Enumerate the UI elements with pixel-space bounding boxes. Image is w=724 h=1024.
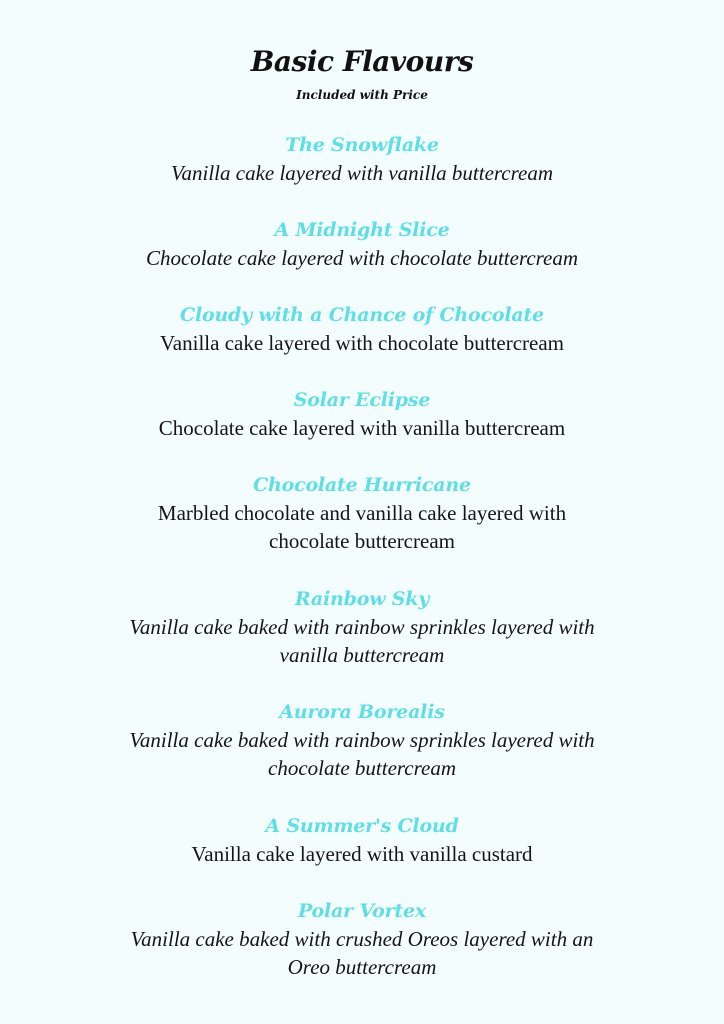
flavour-description-line: Vanilla cake baked with rainbow sprinkles layered with — [129, 728, 595, 752]
flavour-name: Aurora Borealis — [279, 701, 445, 723]
flavour-name: Polar Vortex — [297, 900, 427, 922]
flavour-name: Chocolate Hurricane — [253, 474, 471, 496]
flavour-description-line: vanilla buttercream — [279, 643, 445, 667]
flavour-name: Solar Eclipse — [293, 389, 431, 411]
flavour-item-rainbow-sky — [40, 585, 684, 669]
flavour-description-line: chocolate buttercream — [268, 756, 456, 780]
flavour-item-chocolate-hurricane — [40, 471, 684, 555]
page-title: Basic Flavours — [250, 45, 474, 78]
flavour-description-line: chocolate buttercream — [269, 529, 455, 553]
flavour-description: Vanilla cake layered with chocolate buttercream — [159, 331, 565, 355]
flavour-item-cloudy-chocolate — [40, 301, 684, 357]
flavour-name: Rainbow Sky — [294, 588, 430, 610]
flavour-item-summers-cloud — [40, 812, 684, 868]
flavour-description: Chocolate cake layered with vanilla buttercream — [158, 416, 566, 440]
flavour-item-solar-eclipse — [40, 386, 684, 442]
flavour-item-snowflake — [40, 131, 684, 187]
flavour-description-line: Oreo buttercream — [287, 955, 437, 979]
flavour-item-midnight-slice — [40, 216, 684, 272]
flavour-description: Vanilla cake layered with vanilla buttercream — [171, 161, 553, 185]
flavour-description-line: Vanilla cake baked with rainbow sprinkles layered with — [129, 615, 595, 639]
flavour-name: The Snowflake — [285, 134, 439, 156]
flavour-name: A Summer's Cloud — [265, 815, 459, 837]
page-subtitle: Included with Price — [296, 88, 428, 102]
flavour-description: Chocolate cake layered with chocolate buttercream — [145, 246, 579, 270]
flavour-item-polar-vortex — [40, 897, 684, 981]
flavour-description-line: Marbled chocolate and vanilla cake layered with — [157, 501, 567, 525]
flavour-item-aurora-borealis — [40, 698, 684, 782]
flavour-description: Vanilla cake layered with vanilla custard — [191, 842, 533, 866]
flavour-name: A Midnight Slice — [274, 219, 450, 241]
flavour-name: Cloudy with a Chance of Chocolate — [180, 304, 544, 326]
flavour-description-line: Vanilla cake baked with crushed Oreos layered with an — [130, 927, 594, 951]
